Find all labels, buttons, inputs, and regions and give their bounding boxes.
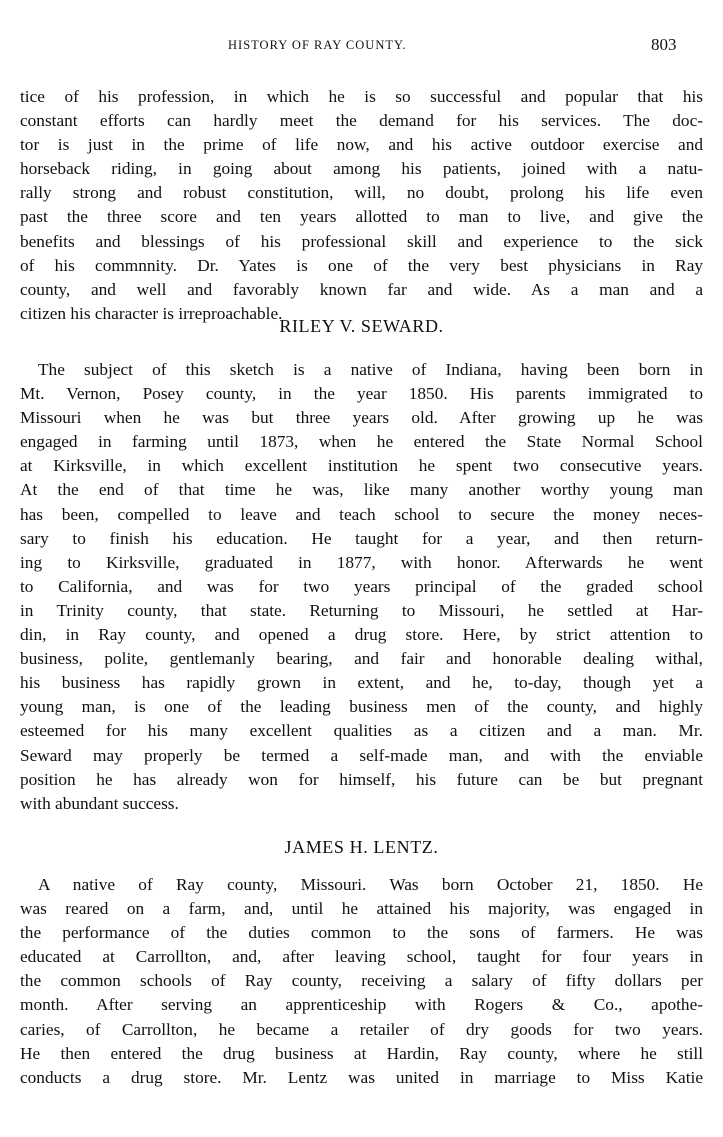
text-line: Seward may properly be termed a self-made man, and with the enviable [20, 745, 703, 765]
text-line: horseback riding, in going about among his patients, joined with a natu- [20, 159, 703, 179]
section-heading-james-h-lentz: JAMES H. LENTZ. [284, 837, 439, 857]
section-heading-riley-v-seward: RILEY V. SEWARD. [279, 316, 444, 336]
text-line: din, in Ray county, and opened a drug store. Here, by strict attention to [20, 625, 703, 645]
text-line: conducts a drug store. Mr. Lentz was united in marriage to Miss Katie [20, 1067, 703, 1087]
text-line: citizen his character is irreproachable. [20, 303, 283, 323]
text-line: the performance of the duties common to the sons of farmers. He was [20, 923, 703, 943]
paragraph-riley-v-seward [20, 358, 703, 816]
text-line: of his commnnity. Dr. Yates is one of the very best physicians in Ray [20, 255, 703, 275]
text-line: the common schools of Ray county, receiving a salary of fifty dollars per [20, 971, 703, 991]
text-line: sary to finish his education. He taught for a year, and then return- [20, 528, 703, 548]
text-line: The subject of this sketch is a native of Indiana, having been born in [38, 360, 703, 379]
text-line: tor is just in the prime of life now, and his active outdoor exercise and [20, 135, 703, 155]
text-line: past the three score and ten years allotted to man to live, and give the [20, 207, 703, 227]
text-line: young man, is one of the leading business men of the county, and highly [20, 697, 703, 717]
text-line: caries, of Carrollton, he became a retailer of dry goods for two years. [20, 1019, 703, 1039]
text-line: position he has already won for himself, his future can be but pregnant [20, 769, 703, 789]
text-line: county, and well and favorably known far and wide. As a man and a [20, 279, 703, 299]
text-line: in Trinity county, that state. Returning to Missouri, he settled at Har- [20, 600, 703, 620]
text-line: engaged in farming until 1873, when he entered the State Normal School [20, 432, 703, 452]
text-line: business, polite, gentlemanly bearing, and fair and honorable dealing withal, [20, 649, 703, 669]
text-line: Missouri when he was but three years old. After growing up he was [20, 408, 703, 428]
text-line: tice of his profession, in which he is so successful and popular that his [20, 87, 703, 106]
text-line: esteemed for his many excellent qualities as a citizen and a man. Mr. [20, 721, 703, 741]
text-line: with abundant success. [20, 793, 179, 813]
text-line: constant efforts can hardly meet the demand for his services. The doc- [20, 111, 703, 131]
text-line: benefits and blessings of his professional skill and experience to the sick [20, 231, 703, 251]
text-line: has been, compelled to leave and teach school to secure the money neces- [20, 504, 703, 524]
running-header [0, 35, 723, 62]
text-line: He then entered the drug business at Hardin, Ray county, where he still [20, 1043, 703, 1063]
text-line: ing to Kirksville, graduated in 1877, with honor. Afterwards he went [20, 552, 703, 572]
text-line: to California, and was for two years principal of the graded school [20, 576, 703, 596]
paragraph-james-h-lentz [20, 873, 703, 1090]
page-number: 803 [651, 35, 677, 54]
text-line: month. After serving an apprenticeship with Rogers & Co., apothe- [20, 995, 703, 1015]
text-line: his business has rapidly grown in extent, and he, to-day, though yet a [20, 673, 703, 693]
text-line: was reared on a farm, and, until he attained his majority, was engaged in [20, 899, 703, 919]
text-line: at Kirksville, in which excellent institution he spent two consecutive years. [20, 456, 703, 476]
paragraph-yates-continued [20, 85, 703, 326]
running-title: HISTORY OF RAY COUNTY. [228, 38, 407, 52]
text-line: At the end of that time he was, like many another worthy young man [20, 480, 703, 500]
text-line: A native of Ray county, Missouri. Was born October 21, 1850. He [38, 875, 703, 894]
text-line: Mt. Vernon, Posey county, in the year 1850. His parents immigrated to [20, 384, 703, 404]
text-line: rally strong and robust constitution, will, no doubt, prolong his life even [20, 183, 703, 203]
text-line: educated at Carrollton, and, after leaving school, taught for four years in [20, 947, 703, 967]
